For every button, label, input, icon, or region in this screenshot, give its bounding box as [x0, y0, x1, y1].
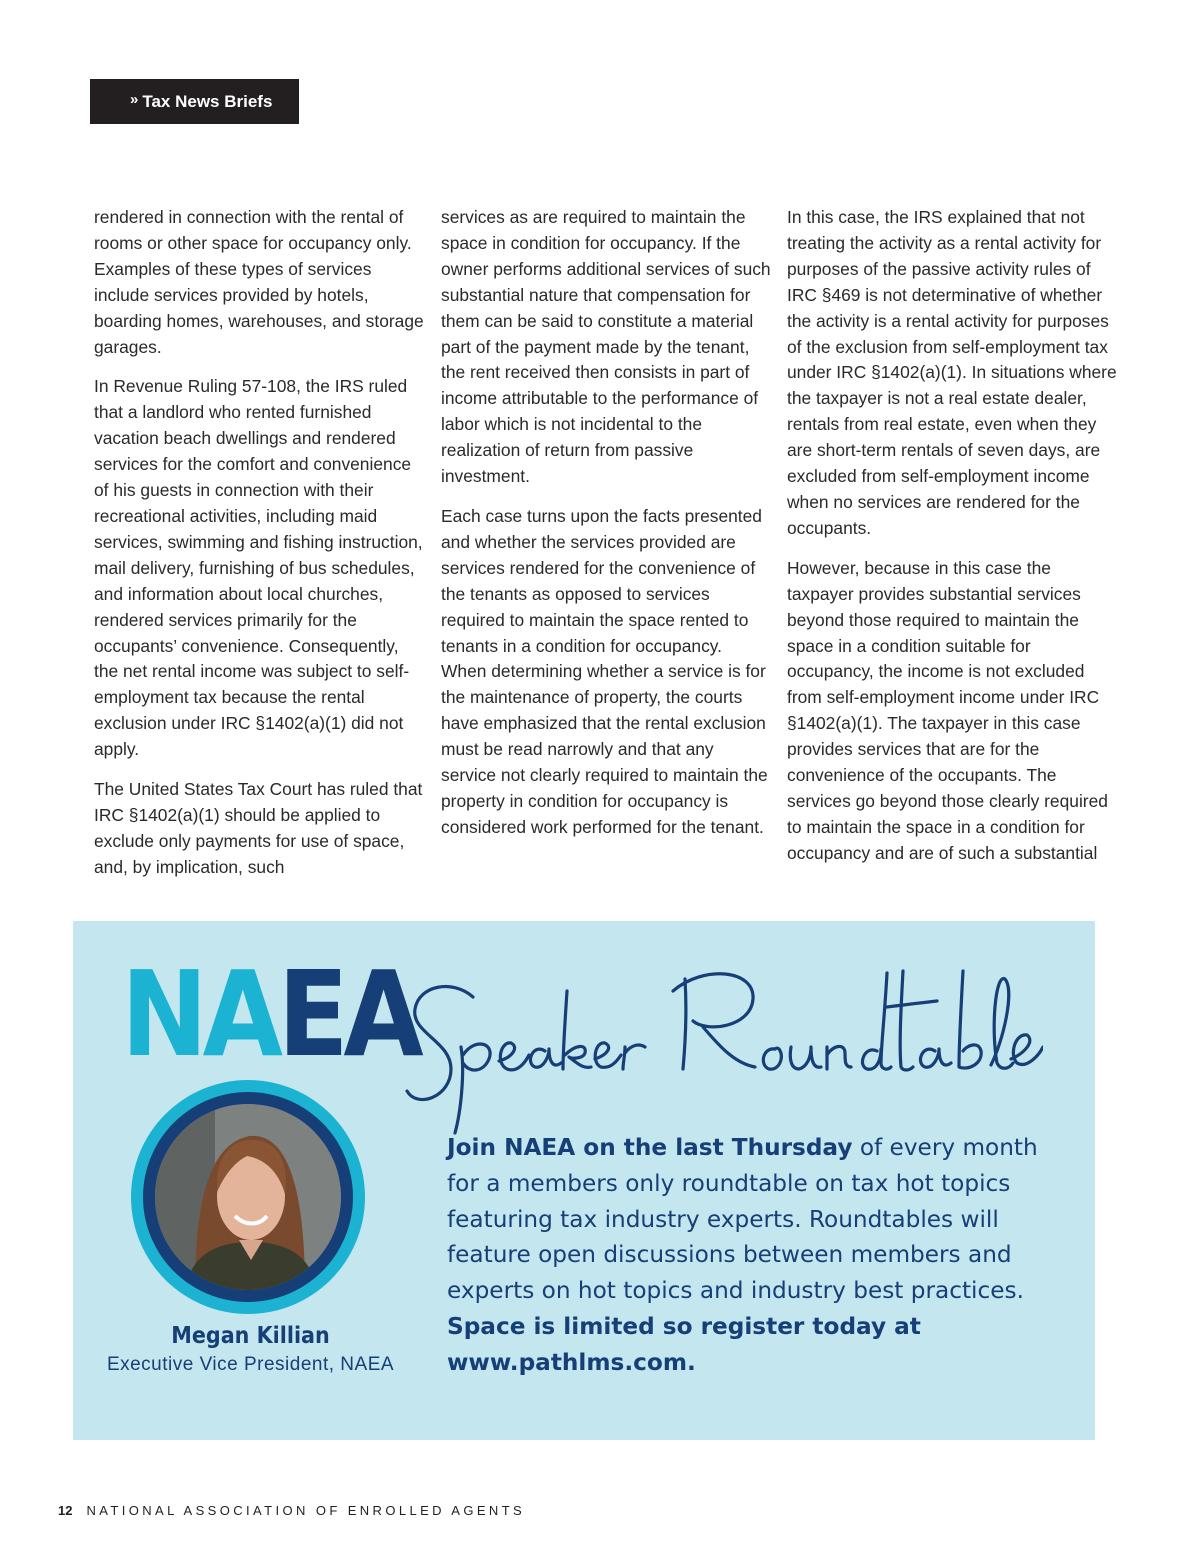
speaker-photo [155, 1104, 341, 1290]
blurb-registration-cta[interactable]: Space is limited so register today at www.pathlms.com. [447, 1312, 921, 1376]
blurb-bold-lead: Join NAEA on the last Thursday [447, 1134, 853, 1161]
page-number: 12 [58, 1503, 73, 1518]
ad-blurb [447, 1130, 1047, 1381]
speaker-title: Executive Vice President, NAEA [106, 1354, 395, 1375]
naea-logo: NAEA [121, 945, 419, 1083]
speaker-name: Megan Killian [171, 1323, 330, 1349]
speaker-portrait-frame [131, 1080, 365, 1314]
section-tab [90, 79, 299, 124]
paragraph: In this case, the IRS explained that not treating the activity as a rental activity for purposes of the passive activity rules of IRC §469 is not determinative of whether the activity is a rental activity for purposes of the exclusion from self-employment tax under IRC §1402(a)(1). In situations where the taxpayer is not a real estate dealer, rentals from real estate, even when they are short-term rentals of seven days, are excluded from self-employment income when no services are rendered for the occupants. [787, 207, 1117, 538]
chevron-right-icon: » [130, 91, 139, 108]
article-column-1 [94, 205, 424, 895]
paragraph: However, because in this case the taxpayer provides substantial services beyond those required to maintain the space in a condition suitable for occupancy, the income is not excluded from self-employment income under IRC §1402(a)(1). The taxpayer in this case provides services that are for the convenience of the occupants. The services go beyond those clearly required to maintain the space in a condition for occupancy and are of such a substantial [787, 557, 1108, 863]
paragraph: rendered in connection with the rental of rooms or other space for occupancy only. Examples of these types of services include services provided by hotels, boarding homes, warehouses, and storage garages. [94, 207, 424, 357]
paragraph: The United States Tax Court has ruled that IRC §1402(a)(1) should be applied to exclude only payments for use of space, and, by implication, such [94, 779, 423, 877]
blurb-body: of every month for a members only roundtable on tax hot topics featuring tax industry experts. Roundtables will feature open discussions between members and experts on hot topics and industry best practices. [447, 1134, 1038, 1305]
article-column-3 [787, 205, 1117, 881]
paragraph: Each case turns upon the facts presented and whether the services provided are services rendered for the convenience of the tenants as opposed to services required to maintain the space rented to tenants in a condition for occupancy. When determining whether a service is for the maintenance of property, the courts have emphasized that the rental exclusion must be read narrowly and that any service not clearly required to maintain the property in condition for occupancy is considered work performed for the tenant. [441, 505, 768, 837]
roundtable-ad[interactable] [73, 921, 1095, 1440]
article-column-2 [441, 205, 771, 855]
speaker-roundtable-script-title [403, 951, 1043, 1141]
publication-name: NATIONAL ASSOCIATION OF ENROLLED AGENTS [86, 1503, 526, 1518]
paragraph: services as are required to maintain the space in condition for occupancy. If the owner performs additional services of such substantial nature that compensation for them can be said to constitute a material part of the payment made by the tenant, the rent received then consists in part of income attributable to the performance of labor which is not incidental to the realization of return from passive investment. [441, 207, 771, 487]
page-footer [58, 1503, 525, 1518]
section-label: Tax News Briefs [142, 91, 273, 111]
paragraph: In Revenue Ruling 57-108, the IRS ruled that a landlord who rented furnished vacation beach dwellings and rendered services for the comfort and convenience of his guests in connection with their recreational activities, including maid services, swimming and fishing instruction, mail delivery, furnishing of bus schedules, and information about local churches, rendered services primarily for the occupants’ convenience. Consequently, the net rental income was subject to self-employment tax because the rental exclusion under IRC §1402(a)(1) did not apply. [94, 376, 423, 760]
